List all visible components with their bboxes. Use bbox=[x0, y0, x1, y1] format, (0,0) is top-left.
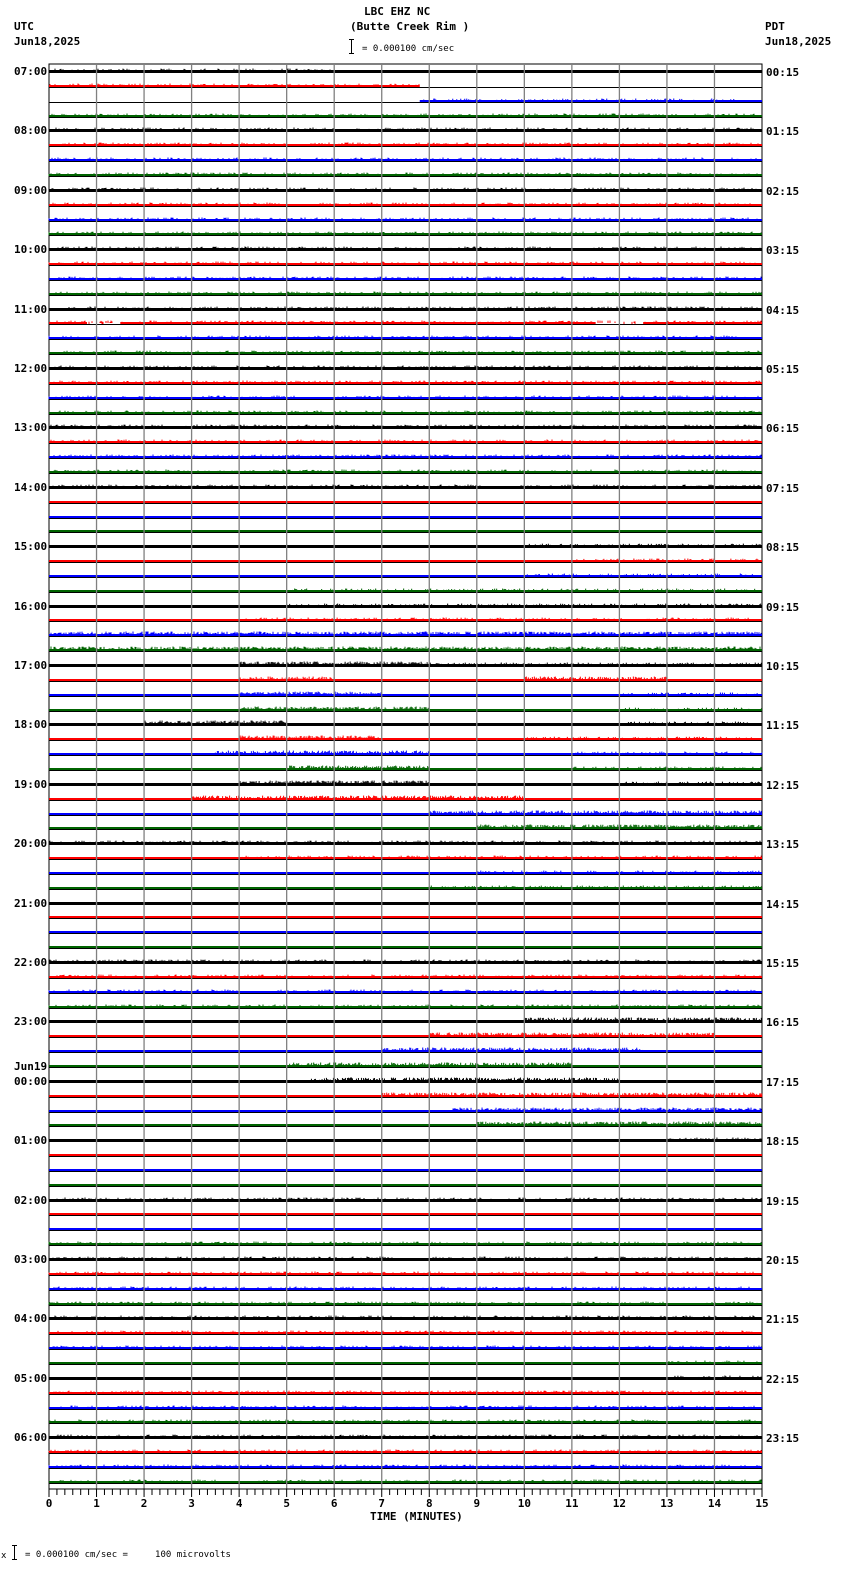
pdt-time-label: 07:15 bbox=[766, 482, 800, 495]
station-title: LBC EHZ NC bbox=[364, 5, 431, 18]
footer-scale-text: = 0.000100 cm/sec = 100 microvolts bbox=[25, 1550, 231, 1560]
pdt-time-label: 12:15 bbox=[766, 779, 800, 792]
pdt-time-label: 10:15 bbox=[766, 660, 800, 673]
x-tick-label: 15 bbox=[755, 1497, 769, 1510]
footer-prefix: x bbox=[1, 1551, 7, 1561]
utc-hour-label: 19:00 bbox=[14, 778, 48, 791]
left-timezone: UTC bbox=[14, 20, 34, 33]
x-tick-label: 10 bbox=[517, 1497, 531, 1510]
x-tick-label: 5 bbox=[283, 1497, 290, 1510]
x-tick-label: 9 bbox=[473, 1497, 481, 1510]
utc-hour-label: 15:00 bbox=[14, 540, 48, 553]
utc-hour-label: 02:00 bbox=[14, 1194, 48, 1207]
station-location: (Butte Creek Rim ) bbox=[350, 20, 470, 33]
utc-hour-label: 00:00 bbox=[14, 1075, 48, 1088]
utc-hour-label: 20:00 bbox=[14, 837, 48, 850]
x-tick-label: 6 bbox=[330, 1497, 338, 1510]
pdt-time-label: 04:15 bbox=[766, 304, 800, 317]
pdt-time-label: 17:15 bbox=[766, 1076, 800, 1089]
x-tick-label: 13 bbox=[660, 1497, 674, 1510]
utc-hour-label: 03:00 bbox=[14, 1253, 48, 1266]
pdt-time-label: 09:15 bbox=[766, 601, 800, 614]
pdt-time-label: 11:15 bbox=[766, 719, 800, 732]
left-date: Jun18,2025 bbox=[14, 35, 81, 48]
pdt-time-label: 01:15 bbox=[766, 125, 800, 138]
x-tick-label: 11 bbox=[565, 1497, 579, 1510]
utc-hour-label: 10:00 bbox=[14, 243, 48, 256]
pdt-time-label: 23:15 bbox=[766, 1432, 800, 1445]
pdt-time-label: 13:15 bbox=[766, 838, 800, 851]
x-tick-label: 3 bbox=[188, 1497, 195, 1510]
utc-hour-label: 16:00 bbox=[14, 600, 48, 613]
utc-hour-label: 13:00 bbox=[14, 421, 48, 434]
utc-hour-label: 21:00 bbox=[14, 897, 48, 910]
pdt-time-label: 02:15 bbox=[766, 185, 800, 198]
x-tick-label: 2 bbox=[140, 1497, 148, 1510]
date-change-label: Jun19 bbox=[14, 1060, 48, 1073]
utc-hour-label: 05:00 bbox=[14, 1372, 48, 1385]
pdt-time-label: 22:15 bbox=[766, 1373, 800, 1386]
x-tick-label: 8 bbox=[425, 1497, 433, 1510]
utc-hour-label: 14:00 bbox=[14, 481, 48, 494]
pdt-time-label: 00:15 bbox=[766, 66, 800, 79]
x-axis-label: TIME (MINUTES) bbox=[370, 1510, 463, 1523]
utc-hour-label: 04:00 bbox=[14, 1312, 48, 1325]
x-tick-label: 12 bbox=[612, 1497, 627, 1510]
utc-hour-label: 06:00 bbox=[14, 1431, 48, 1444]
utc-hour-label: 09:00 bbox=[14, 184, 48, 197]
utc-hour-label: 22:00 bbox=[14, 956, 48, 969]
pdt-time-label: 20:15 bbox=[766, 1254, 800, 1267]
pdt-time-label: 18:15 bbox=[766, 1135, 800, 1148]
pdt-time-label: 15:15 bbox=[766, 957, 800, 970]
utc-hour-label: 18:00 bbox=[14, 718, 48, 731]
utc-hour-label: 23:00 bbox=[14, 1015, 48, 1028]
utc-hour-label: 01:00 bbox=[14, 1134, 48, 1147]
pdt-time-label: 05:15 bbox=[766, 363, 800, 376]
pdt-time-label: 08:15 bbox=[766, 541, 800, 554]
utc-hour-label: 17:00 bbox=[14, 659, 48, 672]
pdt-time-label: 16:15 bbox=[766, 1016, 800, 1029]
pdt-time-label: 06:15 bbox=[766, 422, 800, 435]
pdt-time-label: 03:15 bbox=[766, 244, 800, 257]
x-tick-label: 4 bbox=[235, 1497, 243, 1510]
x-tick-label: 7 bbox=[378, 1497, 386, 1510]
right-date: Jun18,2025 bbox=[765, 35, 832, 48]
utc-hour-label: 11:00 bbox=[14, 303, 48, 316]
right-timezone: PDT bbox=[765, 20, 785, 33]
utc-hour-label: 08:00 bbox=[14, 124, 48, 137]
pdt-time-label: 21:15 bbox=[766, 1313, 800, 1326]
x-tick-label: 1 bbox=[93, 1497, 100, 1510]
scale-text: = 0.000100 cm/sec bbox=[362, 44, 455, 54]
x-tick-label: 0 bbox=[45, 1497, 53, 1510]
pdt-time-label: 14:15 bbox=[766, 898, 800, 911]
utc-hour-label: 07:00 bbox=[14, 65, 48, 78]
footer-scale-bar-icon bbox=[11, 1545, 18, 1560]
utc-hour-label: 12:00 bbox=[14, 362, 48, 375]
pdt-time-label: 19:15 bbox=[766, 1195, 800, 1208]
x-tick-label: 14 bbox=[707, 1497, 722, 1510]
